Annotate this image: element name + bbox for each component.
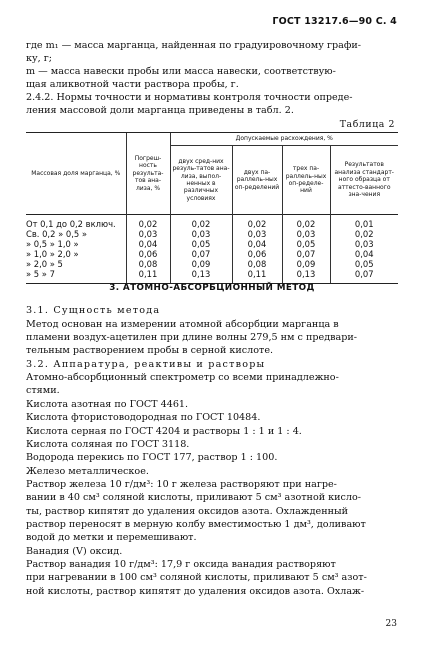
table-caption: Таблица 2 <box>339 119 395 130</box>
table-cell: 0,03 <box>126 229 170 239</box>
body-line: Раствор ванадия 10 г/дм³: 17,9 г оксида ванадия растворяют <box>26 559 336 570</box>
page-number: 23 <box>385 619 397 629</box>
table-cell: 0,02 <box>126 215 170 230</box>
accuracy-table <box>26 132 398 284</box>
table-cell: 0,03 <box>330 239 398 249</box>
table-cell: » 0,5 » 1,0 » <box>26 239 79 249</box>
body-line: Кислота фтористоводородная по ГОСТ 10484. <box>26 412 261 423</box>
table-cell: 0,02 <box>232 215 282 230</box>
table-cell: 0,06 <box>126 249 170 259</box>
body-line: водой до метки и перемешивают. <box>26 532 197 543</box>
body-line: тельным растворением пробы в серной кислоте. <box>26 345 274 356</box>
table-cell: 0,13 <box>282 269 330 284</box>
body-line: Кислота серная по ГОСТ 4204 и растворы 1 : 1 и 1 : 4. <box>26 426 302 437</box>
table-cell: 0,04 <box>126 239 170 249</box>
col-header-error: Погреш-ность результа-тов ана-лиза, % <box>126 133 170 215</box>
table-row <box>26 229 398 239</box>
table-cell: От 0,1 до 0,2 включ. <box>26 219 116 229</box>
table-cell: 0,03 <box>282 229 330 239</box>
table-cell: 0,08 <box>126 259 170 269</box>
table-cell: 0,07 <box>170 249 232 259</box>
body-line: Ванадия (V) оксид. <box>26 546 123 557</box>
table-cell: » 1,0 » 2,0 » <box>26 249 79 259</box>
col-header-mass-fraction: Массовая доля марганца, % <box>26 133 126 215</box>
body-line: Кислота соляная по ГОСТ 3118. <box>26 439 190 450</box>
table-cell: 0,11 <box>126 269 170 284</box>
intro-line: 2.4.2. Нормы точности и нормативы контроля точности опреде- <box>26 92 353 103</box>
table-cell: 0,07 <box>330 269 398 284</box>
table-cell: 0,02 <box>282 215 330 230</box>
intro-line: где m₁ — масса марганца, найденная по градуировочному графи- <box>26 40 361 51</box>
table-cell: 0,13 <box>170 269 232 284</box>
section-title: 3. АТОМНО-АБСОРБЦИОННЫЙ МЕТОД <box>109 283 315 293</box>
table-cell: 0,03 <box>232 229 282 239</box>
table-cell: 0,05 <box>170 239 232 249</box>
table-cell: 0,09 <box>170 259 232 269</box>
table-cell: 0,11 <box>232 269 282 284</box>
body-line: ты, раствор кипятят до удаления оксидов азота. Охлажденный <box>26 506 349 517</box>
col-header-three-parallel: трех па-раллель-ных оп-ределе-ний <box>282 146 330 215</box>
table-row <box>26 249 398 259</box>
table-cell: 0,02 <box>330 229 398 239</box>
body-line: Водорода перекись по ГОСТ 177, раствор 1 : 100. <box>26 452 278 463</box>
table-row <box>26 215 398 230</box>
table-cell: 0,07 <box>282 249 330 259</box>
body-line: при нагревании в 100 см³ соляной кислоты, приливают 5 см³ азот- <box>26 572 367 583</box>
table-cell: 0,06 <box>232 249 282 259</box>
subsection-heading: 3.1. Сущность метода <box>26 305 161 316</box>
table-cell: Св. 0,2 » 0,5 » <box>26 229 87 239</box>
body-line: раствор переносят в мерную колбу вместимостью 1 дм³, доливают <box>26 519 366 530</box>
body-line: вании в 40 см³ соляной кислоты, приливают 5 см³ азотной кисло- <box>26 492 362 503</box>
table-row <box>26 269 398 284</box>
table-cell: 0,01 <box>330 215 398 230</box>
col-header-reference-sample: Результатов анализа стандарт-ного образца от аттесто-ванного зна-чения <box>330 146 398 215</box>
intro-line: ления массовой доли марганца приведены в табл. 2. <box>26 105 294 116</box>
group-header: Допускаемые расхождения, % <box>170 133 398 146</box>
table-cell: » 2,0 » 5 <box>26 259 63 269</box>
table-cell: 0,03 <box>170 229 232 239</box>
table-cell: 0,05 <box>282 239 330 249</box>
table-row <box>26 239 398 249</box>
table-cell: 0,05 <box>330 259 398 269</box>
body-line: Метод основан на измерении атомной абсорбции марганца в <box>26 319 339 330</box>
intro-line: m — масса навески пробы или масса навески, соответствую- <box>26 66 336 77</box>
table-cell: 0,09 <box>282 259 330 269</box>
col-header-two-parallel: двух па-раллель-ных оп-ределений <box>232 146 282 215</box>
page-header: ГОСТ 13217.6—90 С. 4 <box>272 16 397 27</box>
body-line: пламени воздух-ацетилен при длине волны 279,5 нм с предвари- <box>26 332 357 343</box>
intro-line: ку, г; <box>26 53 52 64</box>
body-line: Раствор железа 10 г/дм³: 10 г железа растворяют при нагре- <box>26 479 337 490</box>
table-cell: » 5 » 7 <box>26 269 126 284</box>
table-row <box>26 259 398 269</box>
table-cell: 0,02 <box>170 215 232 230</box>
body-line: стями. <box>26 385 60 396</box>
table-cell: 0,08 <box>232 259 282 269</box>
col-header-two-means: двух сред-них резуль-татов ана-лиза, выпол-ненных в различных условиях <box>170 146 232 215</box>
body-line: Железо металлическое. <box>26 466 149 477</box>
body-line: ной кислоты, раствор кипятят до удаления оксидов азота. Охлаж- <box>26 586 365 597</box>
body-line: Атомно-абсорбционный спектрометр со всеми принадлежно- <box>26 372 339 383</box>
body-line: Кислота азотная по ГОСТ 4461. <box>26 399 189 410</box>
intro-line: щая аликвотной части раствора пробы, г. <box>26 79 239 90</box>
table-cell: 0,04 <box>232 239 282 249</box>
subsection-heading: 3.2. Аппаратура, реактивы и растворы <box>26 359 266 370</box>
table-cell: 0,04 <box>330 249 398 259</box>
